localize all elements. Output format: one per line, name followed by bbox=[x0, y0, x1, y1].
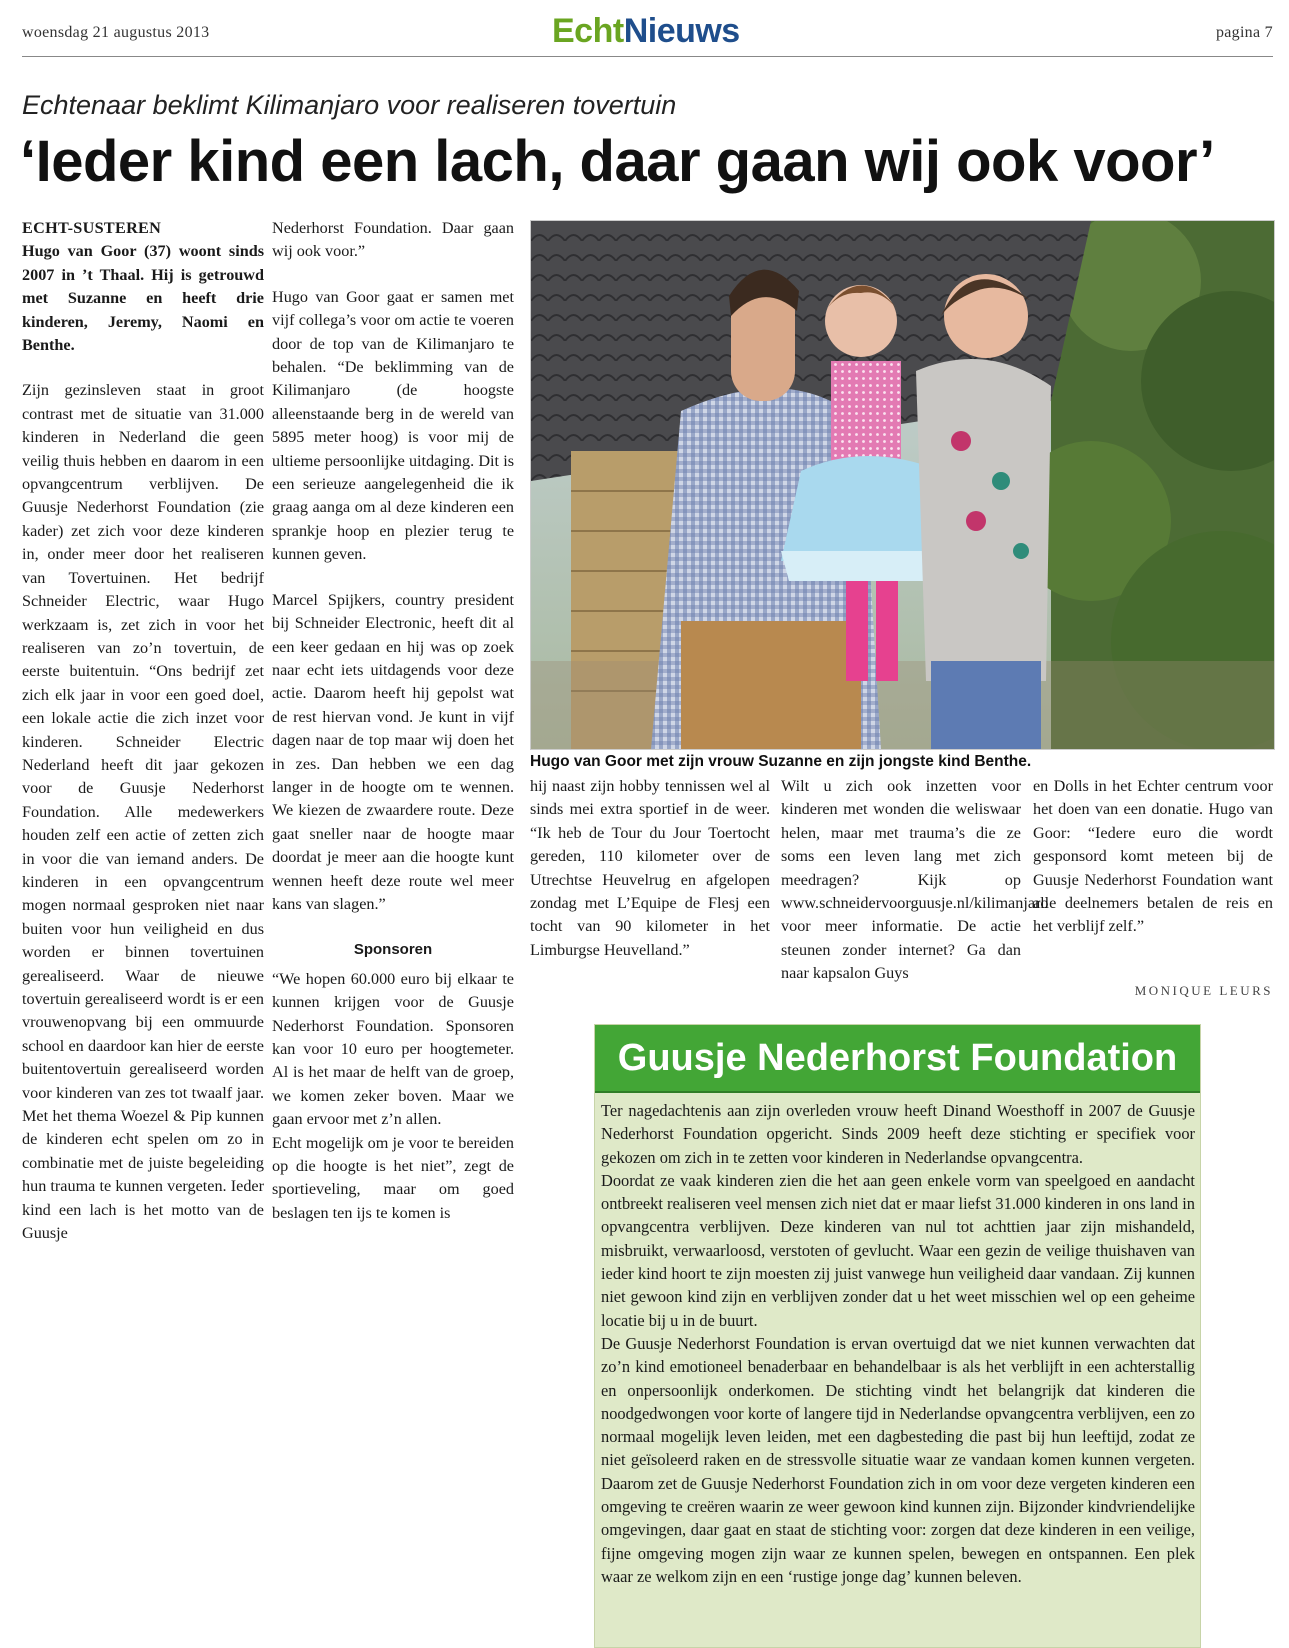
foundation-info-box bbox=[594, 1024, 1201, 1648]
paragraph: Echt mogelijk om je voor te bereiden op die hoogte is het niet”, zegt de sportieveling, maar om goed beslagen ten ijs te komen is bbox=[272, 1133, 514, 1222]
subheading: Sponsoren bbox=[353, 941, 433, 959]
byline: MONIQUE LEURS bbox=[1134, 983, 1273, 998]
issue-date: woensdag 21 augustus 2013 bbox=[22, 24, 210, 41]
paragraph: Wilt u zich ook inzetten voor kinderen met wonden die weliswaar helen, maar met trauma’s die ze soms een leven lang met zich meedragen? Kijk op www.schneidervoorguusje.nl/kilimanjaro voor meer informatie. De actie steunen zonder internet? Ga dan naar kapsalon Guys bbox=[781, 777, 1049, 983]
text-column-3 bbox=[530, 775, 770, 962]
paragraph: Doordat ze vaak kinderen zien die het aan geen enkele vorm van speelgoed en aandacht ontbreekt realiseren veel mensen zich niet dat er maar liefst 31.000 kinderen in ons land in opvangcentra verblijven. Deze kinderen van nul tot achttien jaar zijn mishandeld, misbruikt, verwaarloosd, verstoten of gevlucht. Waar een gezin de veilige thuishaven van ieder kind hoort te zijn moesten zij juist vanwege hun veiligheid daar vandaan. Zij kunnen niet gewoon kind zijn en verblijven zonder dat u het weet misschien wel op een geheime locatie bij u in de buurt. bbox=[601, 1170, 1195, 1330]
paragraph: Marcel Spijkers, country president bij Schneider Electronic, heeft dit al een keer gedaan en hij was op zoek naar echt iets uitdagends voor deze actie. Daarom heeft hij gepolst wat de rest hiervan vond. Je kunt in vijf dagen naar de top maar wij doen het in zes. Dan hebben we een dag langer in de hoogte om te wennen. We kiezen de zwaardere route. Deze gaat sneller naar de hoogte maar doordat je meer aan die hoogte kunt wennen heeft deze route wel meer kans van slagen.” bbox=[272, 590, 514, 913]
text-column-4 bbox=[781, 775, 1049, 986]
paragraph: Hugo van Goor gaat er samen met vijf collega’s voor om actie te voeren door de top van de Kilimanjaro te behalen. “De beklimming van de Kilimanjaro (de hoogste alleenstaande berg in de wereld van 5895 meter hoog) is voor mij de ultieme persoonlijke uitdaging. Dit is een serieuze aangelegenheid die ik graag aanga om al deze kinderen een sprankje hoop en plezier terug te kunnen geven. bbox=[272, 287, 514, 564]
article-headline: ‘Ieder kind een lach, daar gaan wij ook voor’ bbox=[20, 129, 1215, 194]
paragraph: Ter nagedachtenis aan zijn overleden vrouw heeft Dinand Woesthoff in 2007 de Guusje Nederhorst Foundation opgericht. Sinds 2009 heeft deze stichting er specifiek voor gekozen om zich in te zetten voor kinderen in Nederlandse opvangcentra. bbox=[601, 1101, 1195, 1167]
photo-caption: Hugo van Goor met zijn vrouw Suzanne en zijn jongste kind Benthe. bbox=[530, 753, 1032, 770]
masthead bbox=[22, 14, 1273, 57]
text-column-1 bbox=[22, 217, 264, 1245]
paragraph: Zijn gezinsleven staat in groot contrast met de situatie van 31.000 kinderen in Nederland die geen veilig thuis hebben en daarom in een opvangcentrum verblijven. De Guusje Nederhorst Foundation (zie kader) zet zich voor deze kinderen in, onder meer door het realiseren van Tovertuinen. Het bedrijf Schneider Electric, waar Hugo werkzaam is, zet zich in voor het realiseren van zo’n tovertuin, de eerste buitentuin. “Ons bedrijf zet zich elk jaar in voor een goed doel, een lokale actie die zich inzet voor kinderen. Schneider Electric Nederland heeft dit jaar gekozen voor de Guusje Nederhorst Foundation. Alle medewerkers houden zelf een actie of zetten zich in voor die van iemand anders. De kinderen in een opvangcentrum mogen normaal gesproken niet naar buiten voor hun veiligheid en dus worden er binnen tovertuinen gerealiseerd. Waar de nieuwe tovertuin gerealiseerd wordt is er een vrouwenopvang bij een ommuurde school en daardoor kan hier de eerste buitentovertuin gerealiseerd worden voor kinderen van zes tot twaalf jaar. Met het thema Woezel & Pip kunnen de kinderen echt spelen om zo in combinatie met de juiste begeleiding hun trauma te kunnen vergeten. Ieder kind een lach is het motto van de Guusje bbox=[22, 381, 264, 1243]
dateline: ECHT-SUSTEREN bbox=[22, 219, 162, 237]
page-number: pagina 7 bbox=[1215, 24, 1273, 41]
family-photo-illustration bbox=[531, 221, 1274, 749]
text-column-2 bbox=[272, 217, 514, 1225]
paragraph: “We hopen 60.000 euro bij elkaar te kunnen krijgen voor de Guusje Nederhorst Foundation. Sponsoren kan voor 10 euro per hoogtemeter. Al is het maar de helft van de groep, we komen zeker boven. Maar we gaan ervoor met z’n allen. bbox=[272, 969, 514, 1129]
paragraph: hij naast zijn hobby tennissen wel al sinds mei extra sportief in de weer. “Ik heb de Tour du Jour Toertocht gereden, 110 kilometer over de Utrechtse Heuvelrug en afgelopen zondag met L’Equipe de Flesj een tocht van 90 kilometer in het Limburgse Heuvelland.” bbox=[530, 777, 770, 959]
lead-paragraph: Hugo van Goor (37) woont sinds 2007 in ’t Thaal. Hij is getrouwd met Suzanne en heeft drie kinderen, Jeremy, Naomi en Benthe. bbox=[22, 242, 264, 355]
text-column-5 bbox=[1033, 775, 1273, 939]
newspaper-logo: EchtNieuws bbox=[552, 12, 740, 50]
box-body bbox=[601, 1099, 1195, 1588]
paragraph: Nederhorst Foundation. Daar gaan wij ook voor.” bbox=[272, 219, 514, 261]
family-photo bbox=[530, 220, 1275, 750]
paragraph: en Dolls in het Echter centrum voor het doen van een donatie. Hugo van Goor: “Iedere euro die wordt gesponsord komt meteen bij de Guusje Nederhorst Foundation want alle deelnemers betalen de reis en het verblijf zelf.” bbox=[1033, 777, 1273, 936]
box-title: Guusje Nederhorst Foundation bbox=[595, 1025, 1200, 1093]
article-kicker: Echtenaar beklimt Kilimanjaro voor realiseren tovertuin bbox=[22, 90, 677, 120]
paragraph: De Guusje Nederhorst Foundation is ervan overtuigd dat we niet kunnen verwachten dat zo’n kind emotioneel benaderbaar en behandelbaar is als het verblijft in een achterstallig en onpersoonlijk onderkomen. De stichting vindt het belangrijk dat kinderen die noodgedwongen voor korte of langere tijd in Nederlandse opvangcentra verblijven, een zo normaal mogelijk leven leiden, met een dagbesteding die past bij hun leeftijd, zodat ze niet geïsoleerd raken en de stressvolle situatie waar ze vandaan komen kunnen vergeten. Daarom zet de Guusje Nederhorst Foundation zich in om voor deze vergeten kinderen een omgeving te creëren waarin ze weer gewoon kind kunnen zijn. Bijzonder kindvriendelijke omgevingen, daar gaat en staat de stichting voor: zorgen dat deze kinderen in een veilige, fijne omgeving mogen zijn waar ze kunnen spelen, bewegen en ontspannen. Een plek waar ze welkom zijn en een ‘rustige jonge dag’ kunnen beleven. bbox=[601, 1333, 1195, 1586]
